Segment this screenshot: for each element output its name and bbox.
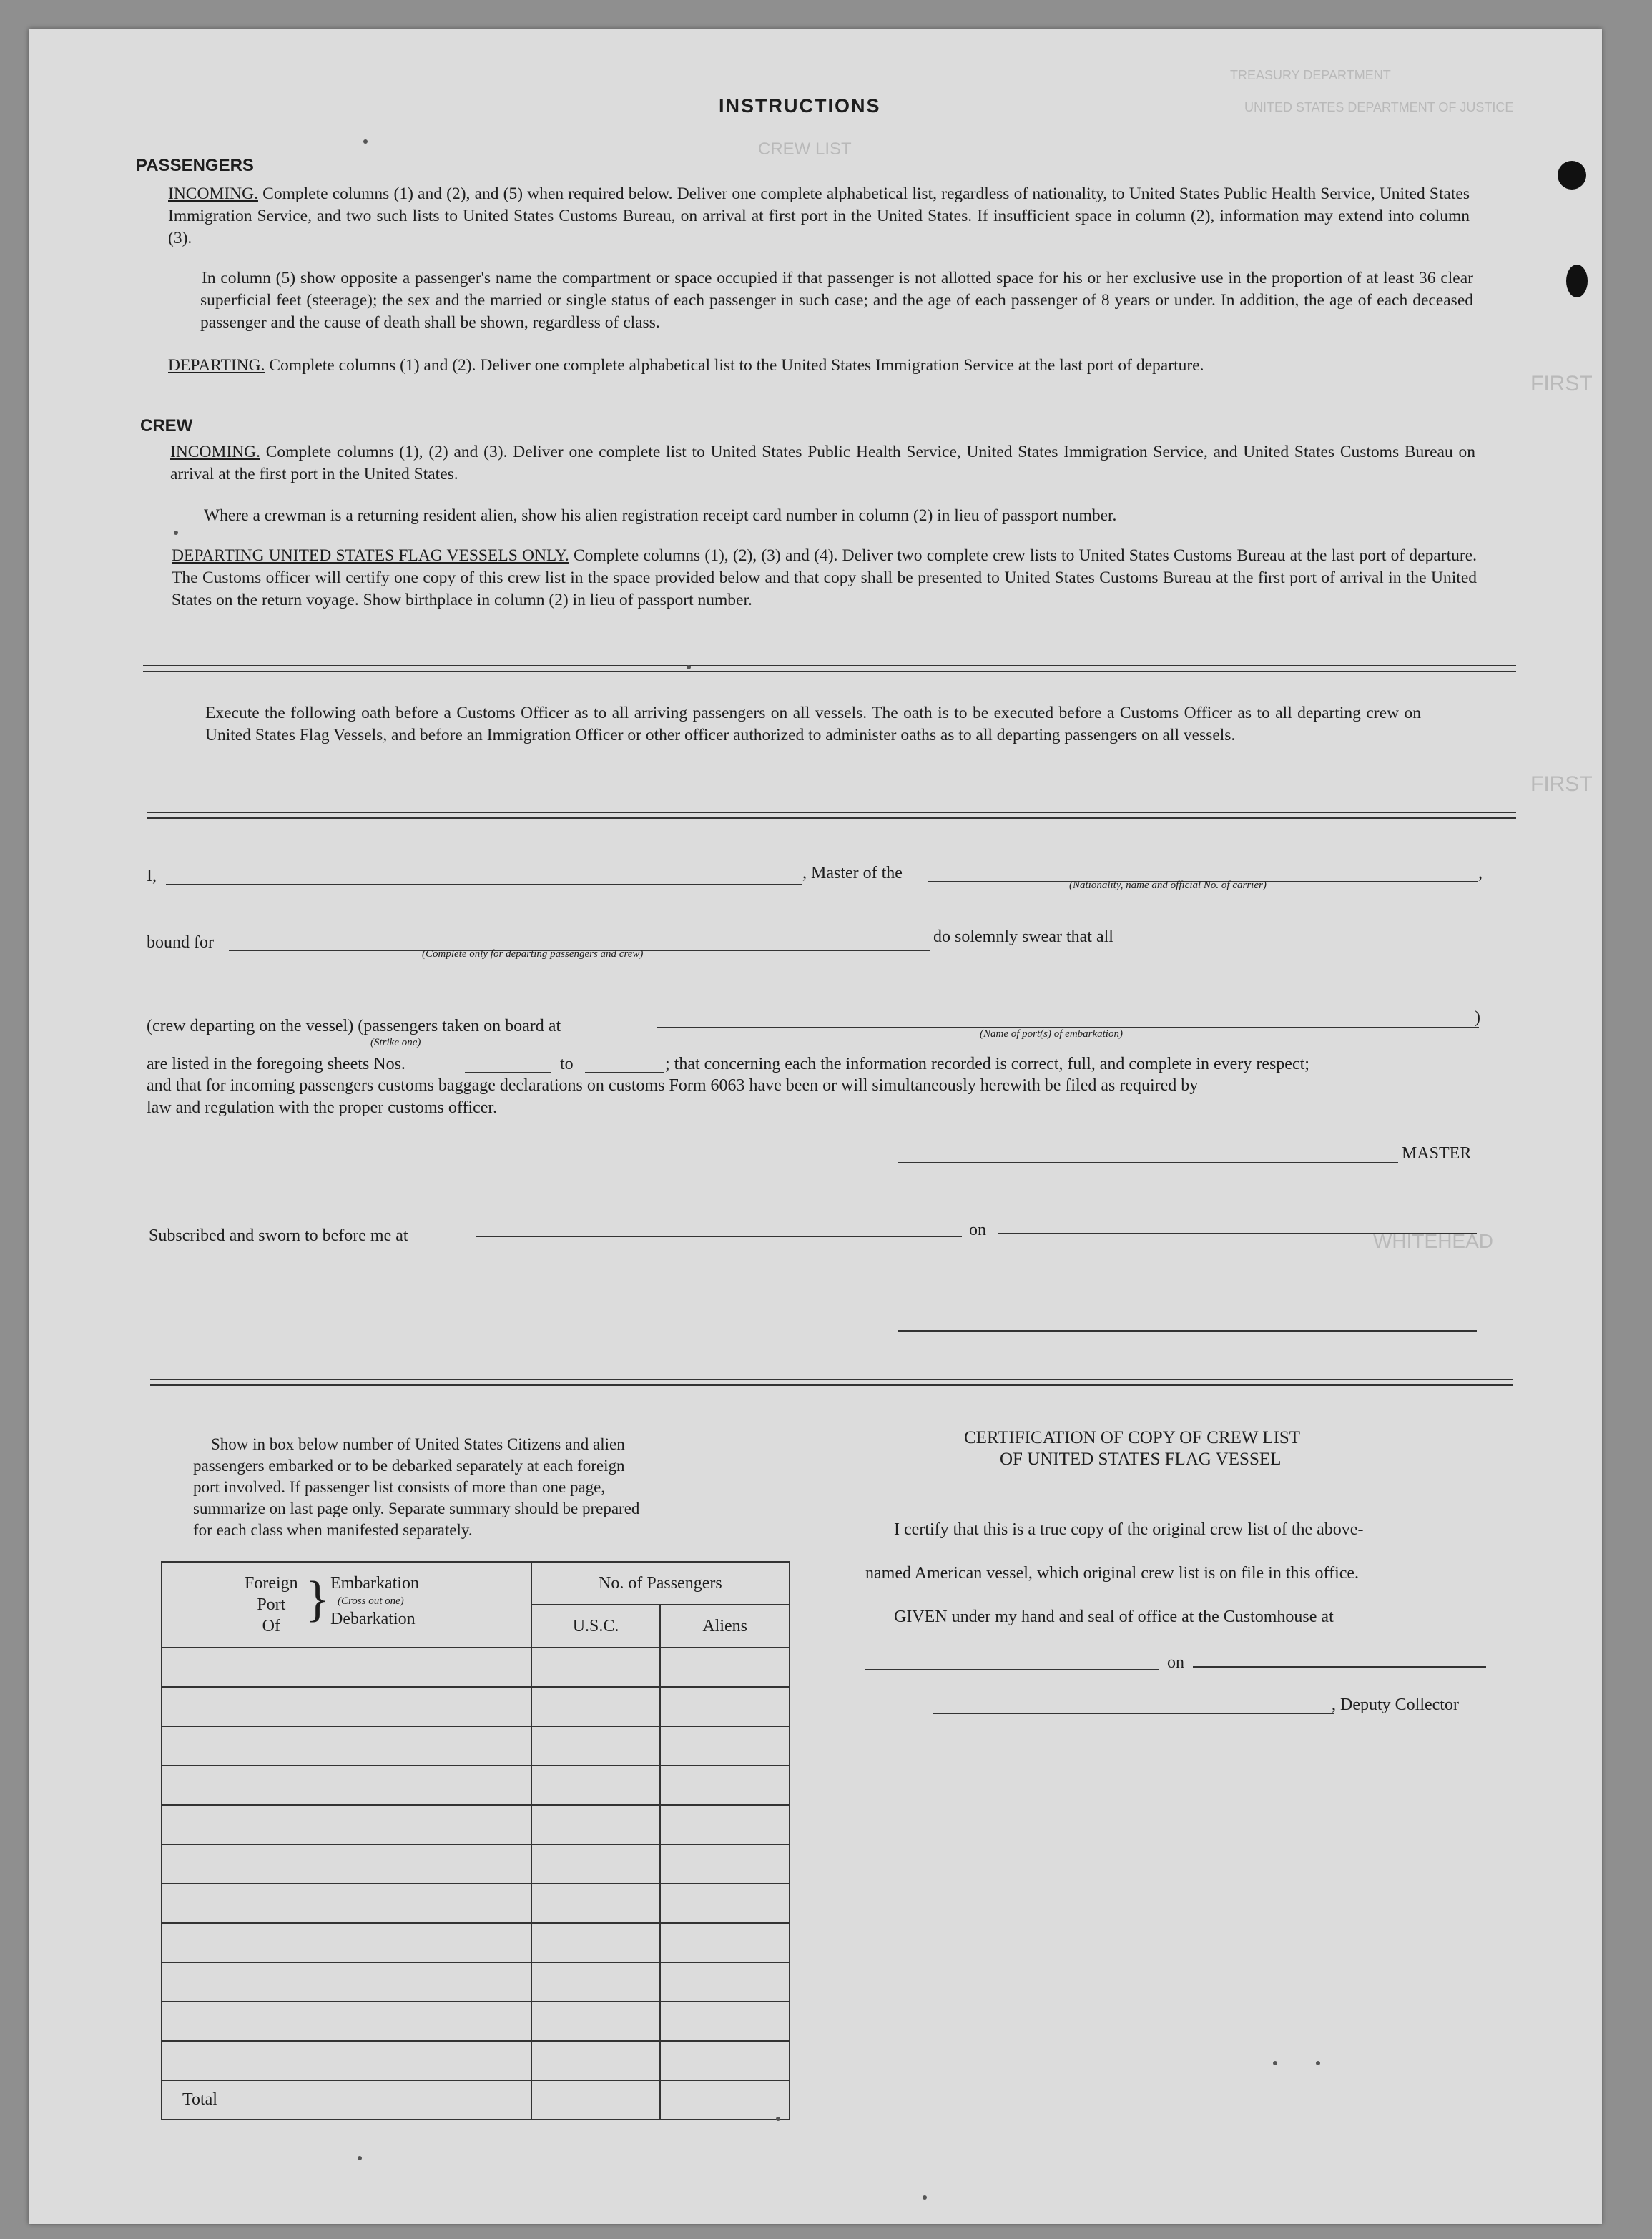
aliens-cell[interactable] xyxy=(660,1844,790,1884)
separator-line xyxy=(143,665,1516,666)
subscribed-label: Subscribed and sworn to before me at xyxy=(149,1226,408,1245)
usc-cell[interactable] xyxy=(531,2002,661,2041)
strike-one-caption: (Strike one) xyxy=(370,1037,421,1048)
port-cell[interactable] xyxy=(162,1884,531,1923)
usc-cell[interactable] xyxy=(531,1648,661,1687)
separator-line xyxy=(147,812,1516,813)
port-cell[interactable] xyxy=(162,2041,531,2080)
crew-incoming-text: Complete columns (1), (2) and (3). Deliver one complete list to United States Public Health Service, United States Immigration Service, and United States Customs Bureau on arrival at the first port in the United States. xyxy=(170,443,1475,483)
aliens-cell[interactable] xyxy=(660,1726,790,1766)
usc-cell[interactable] xyxy=(531,1962,661,2002)
usc-cell[interactable] xyxy=(531,1766,661,1805)
ports-caption: (Name of port(s) of embarkation) xyxy=(980,1028,1123,1040)
summary-text-line: summarize on last page only. Separate summary should be prepared xyxy=(193,1500,640,1517)
aliens-cell[interactable] xyxy=(660,1687,790,1726)
usc-cell[interactable] xyxy=(531,1884,661,1923)
bleed-through-text: FIRST xyxy=(1530,372,1593,395)
sworn-on-label: on xyxy=(969,1221,986,1239)
port-cell[interactable] xyxy=(162,1766,531,1805)
usc-cell[interactable] xyxy=(531,1687,661,1726)
aliens-cell[interactable] xyxy=(660,1805,790,1844)
nationality-caption: (Nationality, name and official No. of carrier) xyxy=(1069,880,1267,891)
ink-dot xyxy=(1273,2061,1277,2065)
crew-incoming-paragraph xyxy=(170,441,1475,486)
aliens-cell[interactable] xyxy=(660,1766,790,1805)
bleed-through-text: CREW LIST xyxy=(758,139,852,159)
port-cell[interactable] xyxy=(162,1687,531,1726)
ink-dot xyxy=(358,2156,362,2160)
port-cell[interactable] xyxy=(162,1962,531,2002)
certify-line2: named American vessel, which original crew list is on file in this office. xyxy=(865,1564,1360,1583)
ink-dot xyxy=(923,2195,927,2200)
customhouse-field[interactable] xyxy=(865,1669,1159,1670)
ink-smudge xyxy=(1566,265,1588,297)
port-cell[interactable] xyxy=(162,2002,531,2041)
sheets-label: are listed in the foregoing sheets Nos. xyxy=(147,1055,405,1073)
deputy-collector-label: , Deputy Collector xyxy=(1332,1696,1459,1714)
passengers-heading: PASSENGERS xyxy=(136,156,254,175)
ink-dot xyxy=(1316,2061,1320,2065)
usc-cell[interactable] xyxy=(531,1844,661,1884)
deputy-signature-field[interactable] xyxy=(933,1713,1334,1714)
passengers-departing-paragraph xyxy=(168,355,1477,377)
crew-alien-paragraph: Where a crewman is a returning resident alien, show his alien registration receipt card number in column (2) in lieu of passport number. xyxy=(204,506,1117,525)
summary-text-line: port involved. If passenger list consists of more than one page, xyxy=(193,1478,606,1496)
swear-label: do solemnly swear that all xyxy=(933,927,1113,946)
aliens-header: Aliens xyxy=(660,1605,790,1648)
oath-master-of-label: , Master of the xyxy=(802,864,903,882)
aliens-cell[interactable] xyxy=(660,2041,790,2080)
ink-dot xyxy=(776,2117,780,2121)
usc-total-cell[interactable] xyxy=(531,2080,661,2120)
aliens-total-cell[interactable] xyxy=(660,2080,790,2120)
ink-dot xyxy=(687,665,691,669)
passengers-incoming-text: Complete columns (1) and (2), and (5) when required below. Deliver one complete alphabetical list, regardless of nationality, to United States Public Health Service, United States Immigration Service, and two such lists to United States Customs Bureau, on arrival at first port in the United States. If insufficient space in column (2), information may extend into column (3). xyxy=(168,184,1470,247)
ink-dot xyxy=(174,531,178,535)
oath-line2: and that for incoming passengers customs baggage declarations on customs Form 6063 have been or will simultaneously herewith be filed as required by xyxy=(147,1076,1199,1095)
passengers-incoming-label: INCOMING. xyxy=(168,184,258,203)
embarkation-label: Embarkation xyxy=(330,1574,419,1593)
master-label: MASTER xyxy=(1402,1144,1472,1163)
port-cell[interactable] xyxy=(162,1726,531,1766)
total-label: Total xyxy=(162,2080,531,2120)
brace: } xyxy=(305,1572,330,1627)
oath-comma: , xyxy=(1478,864,1483,882)
separator-line xyxy=(150,1379,1513,1380)
cross-out-caption: (Cross out one) xyxy=(338,1595,404,1607)
bleed-through-text: FIRST xyxy=(1530,772,1593,796)
passengers-departing-text: Complete columns (1) and (2). Deliver one complete alphabetical list to the United States Immigration Service at the last port of departure. xyxy=(269,356,1204,375)
crew-incoming-label: INCOMING. xyxy=(170,443,260,461)
bleed-through-text: TREASURY DEPARTMENT xyxy=(1230,68,1391,82)
usc-header: U.S.C. xyxy=(531,1605,661,1648)
page-title: INSTRUCTIONS xyxy=(719,95,881,117)
crew-departing-label: (crew departing on the vessel) (passengers taken on board at xyxy=(147,1017,561,1035)
given-line: GIVEN under my hand and seal of office at the Customhouse at xyxy=(894,1608,1334,1626)
aliens-cell[interactable] xyxy=(660,1962,790,2002)
of-label: Of xyxy=(262,1617,280,1635)
aliens-cell[interactable] xyxy=(660,1923,790,1962)
foreign-label: Foreign xyxy=(245,1574,298,1593)
usc-cell[interactable] xyxy=(531,2041,661,2080)
bound-for-label: bound for xyxy=(147,933,214,952)
oath-i-label: I, xyxy=(147,867,157,885)
certification-title: CERTIFICATION OF COPY OF CREW LIST xyxy=(964,1428,1301,1447)
concerning-text: ; that concerning each the information recorded is correct, full, and complete in every respect; xyxy=(665,1055,1309,1073)
bleed-through-text: UNITED STATES DEPARTMENT OF JUSTICE xyxy=(1244,100,1514,114)
no-passengers-header: No. of Passengers xyxy=(531,1562,790,1605)
summary-text-line: for each class when manifested separately. xyxy=(193,1521,473,1539)
port-label: Port xyxy=(257,1595,286,1614)
debarkation-label: Debarkation xyxy=(330,1610,416,1628)
sheets-to-label: to xyxy=(560,1055,574,1073)
passenger-summary-table xyxy=(161,1561,790,2120)
summary-text-line: Show in box below number of United States Citizens and alien xyxy=(211,1435,625,1453)
crew-heading: CREW xyxy=(140,416,193,436)
cert-date-field[interactable] xyxy=(1193,1666,1486,1668)
passengers-departing-label: DEPARTING. xyxy=(168,356,265,375)
aliens-cell[interactable] xyxy=(660,2002,790,2041)
bleed-through-text: WHITEHEAD xyxy=(1373,1230,1493,1252)
crew-departing-text: Complete columns (1), (2), (3) and (4). Deliver two complete crew lists to United States Customs Bureau at the last port of departure. The Customs officer will certify one copy of this crew list in the space provided below and that copy shall be presented to United States Customs Bureau at the first port of arrival in the United States on the return voyage. Show birthplace in column (2) in lieu of passport number. xyxy=(172,546,1477,609)
crew-departing-label: DEPARTING UNITED STATES FLAG VESSELS ONLY. xyxy=(172,546,569,565)
aliens-cell[interactable] xyxy=(660,1884,790,1923)
aliens-cell[interactable] xyxy=(660,1648,790,1687)
oath-line3: law and regulation with the proper customs officer. xyxy=(147,1098,498,1117)
master-name-field[interactable] xyxy=(166,884,802,885)
close-paren: ) xyxy=(1475,1008,1480,1027)
ink-smudge xyxy=(1558,161,1586,190)
usc-cell[interactable] xyxy=(531,1726,661,1766)
separator-line xyxy=(150,1384,1513,1386)
port-header-cell xyxy=(162,1562,531,1648)
summary-text-line: passengers embarked or to be debarked separately at each foreign xyxy=(193,1457,625,1475)
usc-cell[interactable] xyxy=(531,1805,661,1844)
port-cell[interactable] xyxy=(162,1844,531,1884)
separator-line xyxy=(143,671,1516,672)
passengers-column5-paragraph: In column (5) show opposite a passenger's name the compartment or space occupied if that passenger is not allotted space for his or her exclusive use in the proportion of at least 36 clear superficial feet (steerage); the sex and the married or single status of each passenger in such case; and the age of each passenger of 8 years or under. In addition, the age of each deceased passenger and the cause of death shall be shown, regardless of class. xyxy=(200,269,1473,332)
bound-for-caption: (Complete only for departing passengers and crew) xyxy=(422,948,644,960)
cert-on-label: on xyxy=(1167,1653,1184,1672)
master-signature-field[interactable] xyxy=(898,1162,1398,1163)
separator-line xyxy=(147,817,1516,819)
port-cell[interactable] xyxy=(162,1648,531,1687)
usc-cell[interactable] xyxy=(531,1923,661,1962)
certification-subtitle: OF UNITED STATES FLAG VESSEL xyxy=(1000,1450,1282,1469)
sworn-officer-field[interactable] xyxy=(898,1330,1477,1332)
oath-intro-paragraph: Execute the following oath before a Customs Officer as to all arriving passengers on all vessels. The oath is to be executed before a Customs Officer as to all departing crew on United States Flag Vessels, and before an Immigration Officer or other officer authorized to administer oaths as to all departing passengers on all vessels. xyxy=(205,704,1421,744)
sheet-from-field[interactable] xyxy=(465,1072,551,1073)
crew-departing-paragraph xyxy=(172,545,1477,611)
sheet-to-field[interactable] xyxy=(585,1072,664,1073)
ink-dot xyxy=(363,139,368,144)
passengers-incoming-paragraph xyxy=(168,183,1470,250)
port-cell[interactable] xyxy=(162,1923,531,1962)
sworn-date-field[interactable] xyxy=(998,1233,1477,1234)
port-cell[interactable] xyxy=(162,1805,531,1844)
sworn-location-field[interactable] xyxy=(476,1236,962,1237)
certify-line1: I certify that this is a true copy of the original crew list of the above- xyxy=(894,1520,1364,1539)
